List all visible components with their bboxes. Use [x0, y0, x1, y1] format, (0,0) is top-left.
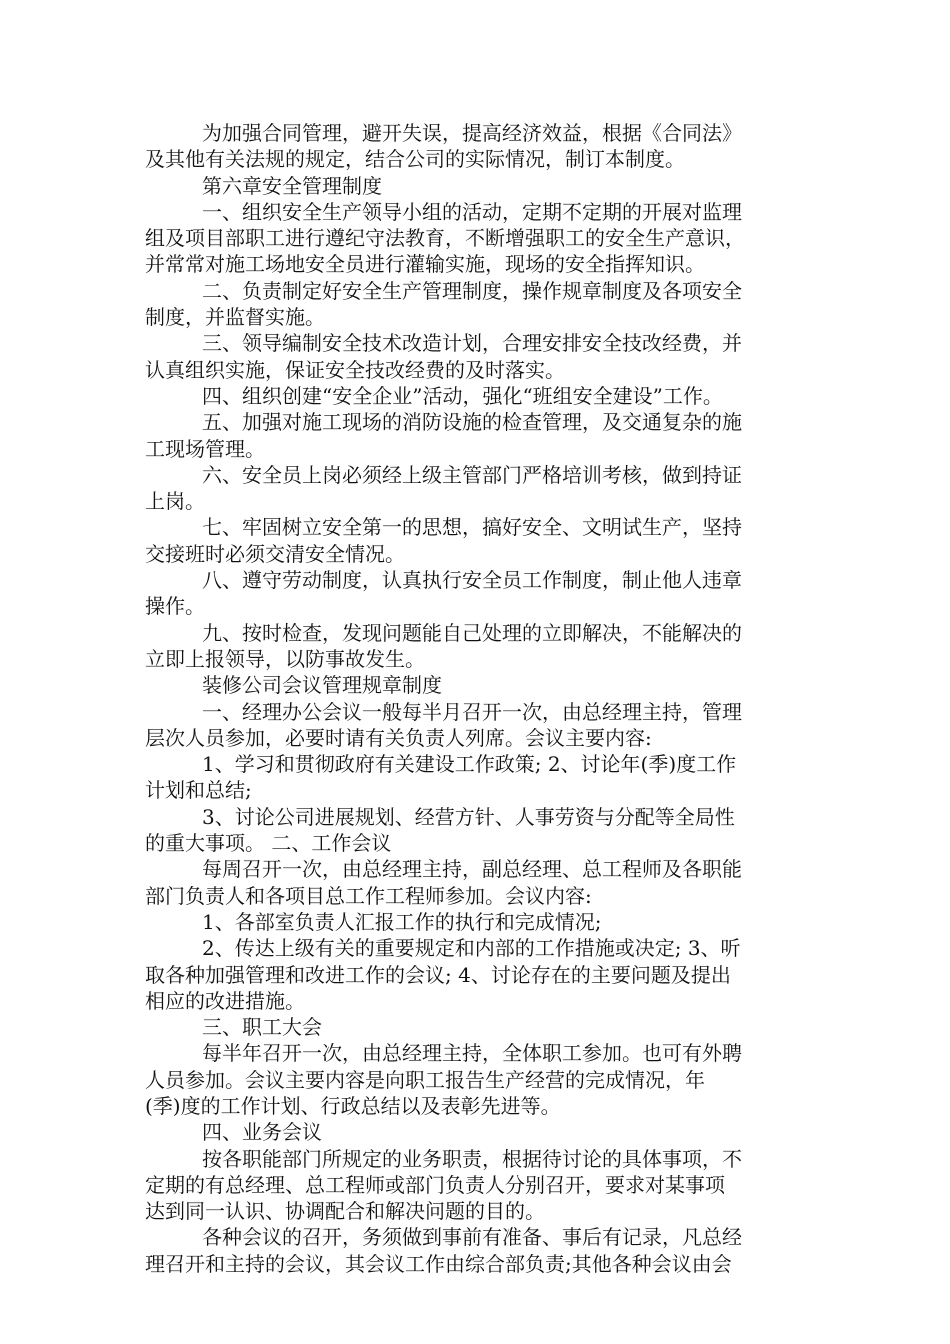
text-line: 每周召开一次，由总经理主持，副总经理、总工程师及各职能	[202, 857, 742, 882]
text-line: 每半年召开一次，由总经理主持，全体职工参加。也可有外聘	[202, 1041, 742, 1066]
text-line: 一、组织安全生产领导小组的活动，定期不定期的开展对监理	[202, 199, 742, 224]
text-line: 上岗。	[145, 489, 205, 514]
text-line: 达到同一认识、协调配合和解决问题的目的。	[145, 1199, 545, 1224]
text-line: 的重大事项。 二、工作会议	[145, 831, 392, 856]
text-line: 六、安全员上岗必须经上级主管部门严格培训考核，做到持证	[202, 462, 742, 487]
document-body	[145, 120, 815, 1277]
text-line: 取各种加强管理和改进工作的会议; 4、讨论存在的主要问题及提出	[145, 962, 731, 987]
text-line: 三、领导编制安全技术改造计划，合理安排安全技改经费，并	[202, 331, 742, 356]
text-line: 八、遵守劳动制度，认真执行安全员工作制度，制止他人违章	[202, 568, 742, 593]
text-line: 组及项目部职工进行遵纪守法教育，不断增强职工的安全生产意识，	[145, 226, 745, 251]
text-line: 1、学习和贯彻政府有关建设工作政策; 2、讨论年(季)度工作	[202, 752, 737, 777]
text-line: 九、按时检查，发现问题能自己处理的立即解决，不能解决的	[202, 620, 742, 645]
text-line: 二、负责制定好安全生产管理制度，操作规章制度及各项安全	[202, 278, 742, 303]
text-line: 定期的有总经理、总工程师或部门负责人分别召开，要求对某事项	[145, 1172, 725, 1197]
text-line: 立即上报领导，以防事故发生。	[145, 646, 425, 671]
text-line: 交接班时必须交清安全情况。	[145, 541, 405, 566]
text-line: 2、传达上级有关的重要规定和内部的工作措施或决定; 3、听	[202, 936, 741, 961]
text-line: 认真组织实施，保证安全技改经费的及时落实。	[145, 357, 565, 382]
text-line: 按各职能部门所规定的业务职责，根据待讨论的具体事项，不	[202, 1146, 742, 1171]
text-line: 制度，并监督实施。	[145, 305, 325, 330]
text-line: 1、各部室负责人汇报工作的执行和完成情况;	[202, 909, 602, 934]
text-line: 部门负责人和各项目总工作工程师参加。会议内容:	[145, 883, 592, 908]
text-line: 四、组织创建“安全企业”活动，强化“班组安全建设”工作。	[202, 383, 723, 408]
text-line: 3、讨论公司进展规划、经营方针、人事劳资与分配等全局性	[202, 804, 735, 829]
text-line: 四、业务会议	[202, 1120, 322, 1145]
text-line: 相应的改进措施。	[145, 988, 305, 1013]
text-line: 装修公司会议管理规章制度	[202, 673, 442, 698]
text-line: 及其他有关法规的规定，结合公司的实际情况，制订本制度。	[145, 147, 685, 172]
text-line: 七、牢固树立安全第一的思想，搞好安全、文明试生产，坚持	[202, 515, 742, 540]
text-line: 操作。	[145, 594, 205, 619]
text-line: 理召开和主持的会议，其会议工作由综合部负责;其他各种会议由会	[145, 1251, 732, 1276]
text-line: 计划和总结;	[145, 778, 252, 803]
text-line: 各种会议的召开，务须做到事前有准备、事后有记录，凡总经	[202, 1225, 742, 1250]
text-line: 人员参加。会议主要内容是向职工报告生产经营的完成情况，年	[145, 1067, 705, 1092]
text-line: (季)度的工作计划、行政总结以及表彰先进等。	[145, 1093, 561, 1118]
text-line: 为加强合同管理，避开失误，提高经济效益，根据《合同法》	[202, 121, 742, 145]
text-line: 工现场管理。	[145, 436, 265, 461]
text-line: 一、经理办公会议一般每半月召开一次，由总经理主持，管理	[202, 699, 742, 724]
text-line: 三、职工大会	[202, 1015, 322, 1040]
text-line: 第六章安全管理制度	[202, 173, 382, 198]
text-line: 并常常对施工场地安全员进行灌输实施，现场的安全指挥知识。	[145, 252, 705, 277]
text-line: 五、加强对施工现场的消防设施的检查管理，及交通复杂的施	[202, 410, 742, 435]
text-line: 层次人员参加，必要时请有关负责人列席。会议主要内容:	[145, 725, 652, 750]
